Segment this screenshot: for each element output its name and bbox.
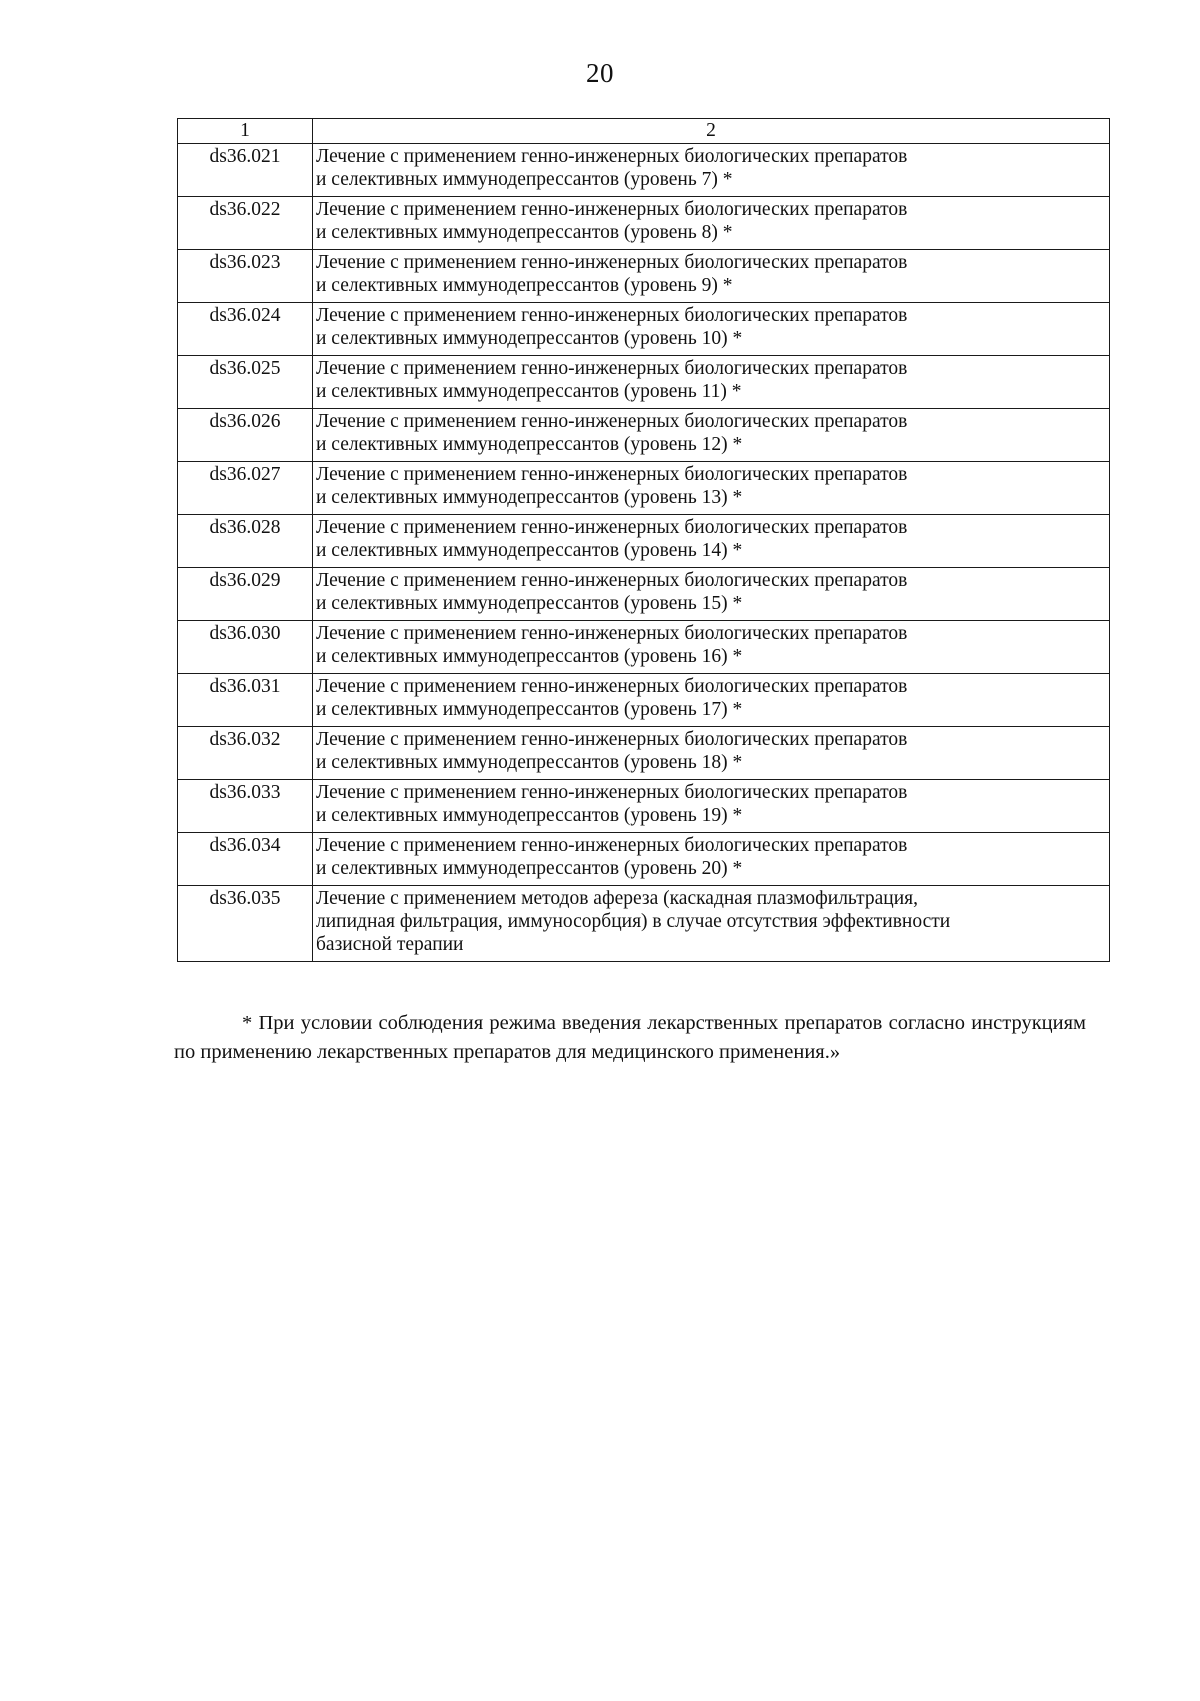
description-line: Лечение с применением генно-инженерных биологических препаратов (316, 199, 908, 220)
table-row (178, 356, 1110, 409)
description-line: Лечение с применением генно-инженерных биологических препаратов (316, 729, 908, 750)
table-row (178, 462, 1110, 515)
row-code: ds36.024 (178, 303, 313, 356)
column-header-2: 2 (313, 119, 1110, 144)
description-line: и селективных иммунодепрессантов (уровень 16) * (316, 646, 743, 667)
row-description (313, 197, 1110, 250)
table-row (178, 833, 1110, 886)
row-description (313, 356, 1110, 409)
description-line: Лечение с применением методов афереза (каскадная плазмофильтрация, (316, 888, 918, 909)
row-description (313, 303, 1110, 356)
table-row (178, 250, 1110, 303)
row-description (313, 780, 1110, 833)
description-line: базисной терапии (316, 934, 464, 955)
table-row (178, 621, 1110, 674)
row-code: ds36.023 (178, 250, 313, 303)
table-row (178, 144, 1110, 197)
description-line: Лечение с применением генно-инженерных биологических препаратов (316, 570, 908, 591)
row-code: ds36.026 (178, 409, 313, 462)
row-description (313, 621, 1110, 674)
row-description (313, 568, 1110, 621)
description-line: Лечение с применением генно-инженерных биологических препаратов (316, 782, 908, 803)
description-line: и селективных иммунодепрессантов (уровень 14) * (316, 540, 743, 561)
description-line: Лечение с применением генно-инженерных биологических препаратов (316, 358, 908, 379)
row-code: ds36.030 (178, 621, 313, 674)
row-description (313, 833, 1110, 886)
description-line: и селективных иммунодепрессантов (уровень 17) * (316, 699, 743, 720)
table-header-row (178, 119, 1110, 144)
row-description (313, 462, 1110, 515)
description-line: Лечение с применением генно-инженерных биологических препаратов (316, 623, 908, 644)
row-code: ds36.034 (178, 833, 313, 886)
description-line: и селективных иммунодепрессантов (уровень 8) * (316, 222, 733, 243)
description-line: Лечение с применением генно-инженерных биологических препаратов (316, 305, 908, 326)
row-description (313, 886, 1110, 962)
description-line: Лечение с применением генно-инженерных биологических препаратов (316, 464, 908, 485)
description-line: и селективных иммунодепрессантов (уровень 18) * (316, 752, 743, 773)
description-line: Лечение с применением генно-инженерных биологических препаратов (316, 517, 908, 538)
column-header-1: 1 (178, 119, 313, 144)
row-description (313, 144, 1110, 197)
table-row (178, 674, 1110, 727)
description-line: Лечение с применением генно-инженерных биологических препаратов (316, 835, 908, 856)
row-description (313, 409, 1110, 462)
description-line: и селективных иммунодепрессантов (уровень 11) * (316, 381, 742, 402)
description-line: Лечение с применением генно-инженерных биологических препаратов (316, 146, 908, 167)
description-line: и селективных иммунодепрессантов (уровень 19) * (316, 805, 743, 826)
description-line: и селективных иммунодепрессантов (уровень 12) * (316, 434, 743, 455)
description-line: и селективных иммунодепрессантов (уровень 20) * (316, 858, 743, 879)
description-line: Лечение с применением генно-инженерных биологических препаратов (316, 411, 908, 432)
row-code: ds36.021 (178, 144, 313, 197)
row-description (313, 250, 1110, 303)
table-row (178, 197, 1110, 250)
row-code: ds36.031 (178, 674, 313, 727)
row-code: ds36.033 (178, 780, 313, 833)
table-row (178, 303, 1110, 356)
row-description (313, 674, 1110, 727)
description-line: и селективных иммунодепрессантов (уровень 10) * (316, 328, 743, 349)
table-row (178, 409, 1110, 462)
description-line: и селективных иммунодепрессантов (уровень 9) * (316, 275, 733, 296)
footnote: * При условии соблюдения режима введения лекарственных препаратов согласно инструкциям по применению лекарственных препаратов для медицинского применения.» (174, 1012, 1086, 1063)
table-row (178, 727, 1110, 780)
table-row (178, 568, 1110, 621)
row-code: ds36.025 (178, 356, 313, 409)
table-row (178, 515, 1110, 568)
description-line: и селективных иммунодепрессантов (уровень 7) * (316, 169, 733, 190)
description-line: Лечение с применением генно-инженерных биологических препаратов (316, 252, 908, 273)
description-line: и селективных иммунодепрессантов (уровень 15) * (316, 593, 743, 614)
row-code: ds36.032 (178, 727, 313, 780)
row-code: ds36.022 (178, 197, 313, 250)
description-line: липидная фильтрация, иммуносорбция) в случае отсутствия эффективности (316, 911, 951, 932)
tariff-table (177, 118, 1110, 962)
row-description (313, 515, 1110, 568)
row-code: ds36.027 (178, 462, 313, 515)
row-code: ds36.029 (178, 568, 313, 621)
table-row (178, 886, 1110, 962)
description-line: Лечение с применением генно-инженерных биологических препаратов (316, 676, 908, 697)
table-row (178, 780, 1110, 833)
row-code: ds36.028 (178, 515, 313, 568)
description-line: и селективных иммунодепрессантов (уровень 13) * (316, 487, 743, 508)
row-description (313, 727, 1110, 780)
row-code: ds36.035 (178, 886, 313, 962)
page-number: 20 (586, 58, 614, 88)
